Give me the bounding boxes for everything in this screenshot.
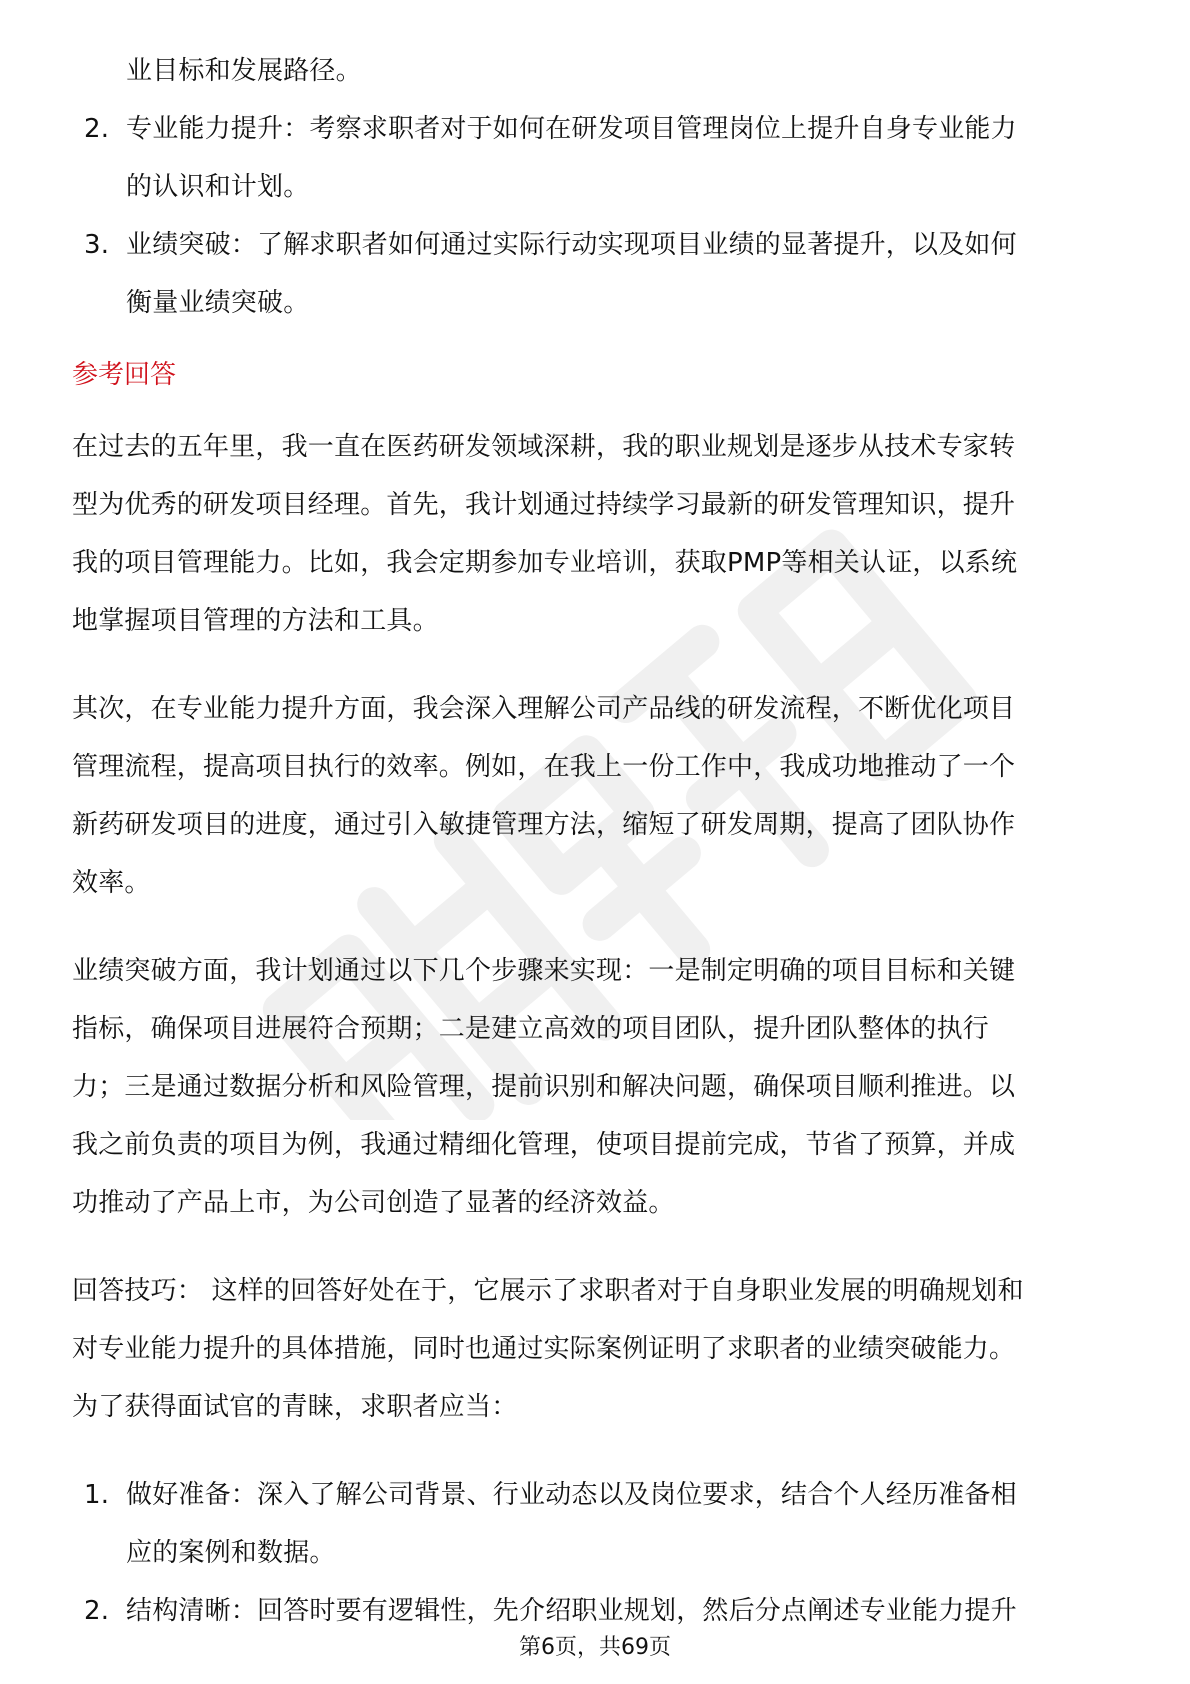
list-line: 应的案例和数据。 (126, 1538, 336, 1568)
paragraph-line: 我的项目管理能力。比如，我会定期参加专业培训，获取PMP等相关认证，以系统 (72, 548, 1018, 578)
list-line: 衡量业绩突破。 (126, 288, 310, 318)
list-line: 专业能力提升：考察求职者对于如何在研发项目管理岗位上提升自身专业能力 (126, 114, 1017, 144)
tips-list (72, 1466, 1122, 1640)
list-line: 结构清晰：回答时要有逻辑性，先介绍职业规划，然后分点阐述专业能力提升 (126, 1596, 1017, 1626)
paragraph-line: 我之前负责的项目为例，我通过精细化管理，使项目提前完成，节省了预算，并成 (72, 1130, 1016, 1160)
list-number: 2. (84, 114, 110, 144)
paragraph (72, 942, 1122, 1232)
paragraph (72, 418, 1122, 650)
list-line: 做好准备：深入了解公司背景、行业动态以及岗位要求，结合个人经历准备相 (126, 1480, 1017, 1510)
paragraph-line: 业绩突破方面，我计划通过以下几个步骤来实现：一是制定明确的项目目标和关键 (72, 956, 1016, 986)
paragraph-gap (72, 650, 1122, 680)
paragraph-line: 在过去的五年里，我一直在医药研发领域深耕，我的职业规划是逐步从技术专家转 (72, 432, 1016, 462)
section-heading: 参考回答 (72, 360, 177, 390)
paragraph-line: 新药研发项目的进度，通过引入敏捷管理方法，缩短了研发周期，提高了团队协作 (72, 810, 1016, 840)
paragraph-line: 型为优秀的研发项目经理。首先，我计划通过持续学习最新的研发管理知识，提升 (72, 490, 1016, 520)
paragraph-line: 效率。 (72, 868, 151, 898)
list-item (72, 216, 1122, 332)
paragraph (72, 1262, 1122, 1436)
paragraph-line: 为了获得面试官的青睐，求职者应当： (72, 1392, 518, 1422)
list-number: 1. (84, 1480, 110, 1510)
paragraph-gap (72, 1436, 1122, 1466)
list-line: 业绩突破：了解求职者如何通过实际行动实现项目业绩的显著提升，以及如何 (126, 230, 1017, 260)
list-line: 的认识和计划。 (126, 172, 310, 202)
list-item (72, 100, 1122, 216)
list-number: 3. (84, 230, 110, 260)
paragraph-line: 力；三是通过数据分析和风险管理，提前识别和解决问题，确保项目顺利推进。以 (72, 1072, 1016, 1102)
paragraph-line: 指标，确保项目进展符合预期；二是建立高效的项目团队，提升团队整体的执行 (72, 1014, 990, 1044)
page-footer: 第6页，共69页 (519, 1635, 671, 1660)
paragraph (72, 680, 1122, 912)
intro-list (72, 100, 1122, 332)
paragraph-line: 管理流程，提高项目执行的效率。例如，在我上一份工作中，我成功地推动了一个 (72, 752, 1016, 782)
paragraph-line: 地掌握项目管理的方法和工具。 (72, 606, 439, 636)
document-body (72, 42, 1122, 1640)
paragraph-gap (72, 912, 1122, 942)
paragraph-line: 其次，在专业能力提升方面，我会深入理解公司产品线的研发流程，不断优化项目 (72, 694, 1016, 724)
paragraph-line: 功推动了产品上市，为公司创造了显著的经济效益。 (72, 1188, 675, 1218)
list-continuation: 业目标和发展路径。 (126, 56, 362, 86)
paragraph-line: 回答技巧： 这样的回答好处在于，它展示了求职者对于自身职业发展的明确规划和 (72, 1276, 1024, 1306)
list-item (72, 1466, 1122, 1582)
list-number: 2. (84, 1596, 110, 1626)
paragraph-gap (72, 1232, 1122, 1262)
paragraph-line: 对专业能力提升的具体措施，同时也通过实际案例证明了求职者的业绩突破能力。 (72, 1334, 1016, 1364)
